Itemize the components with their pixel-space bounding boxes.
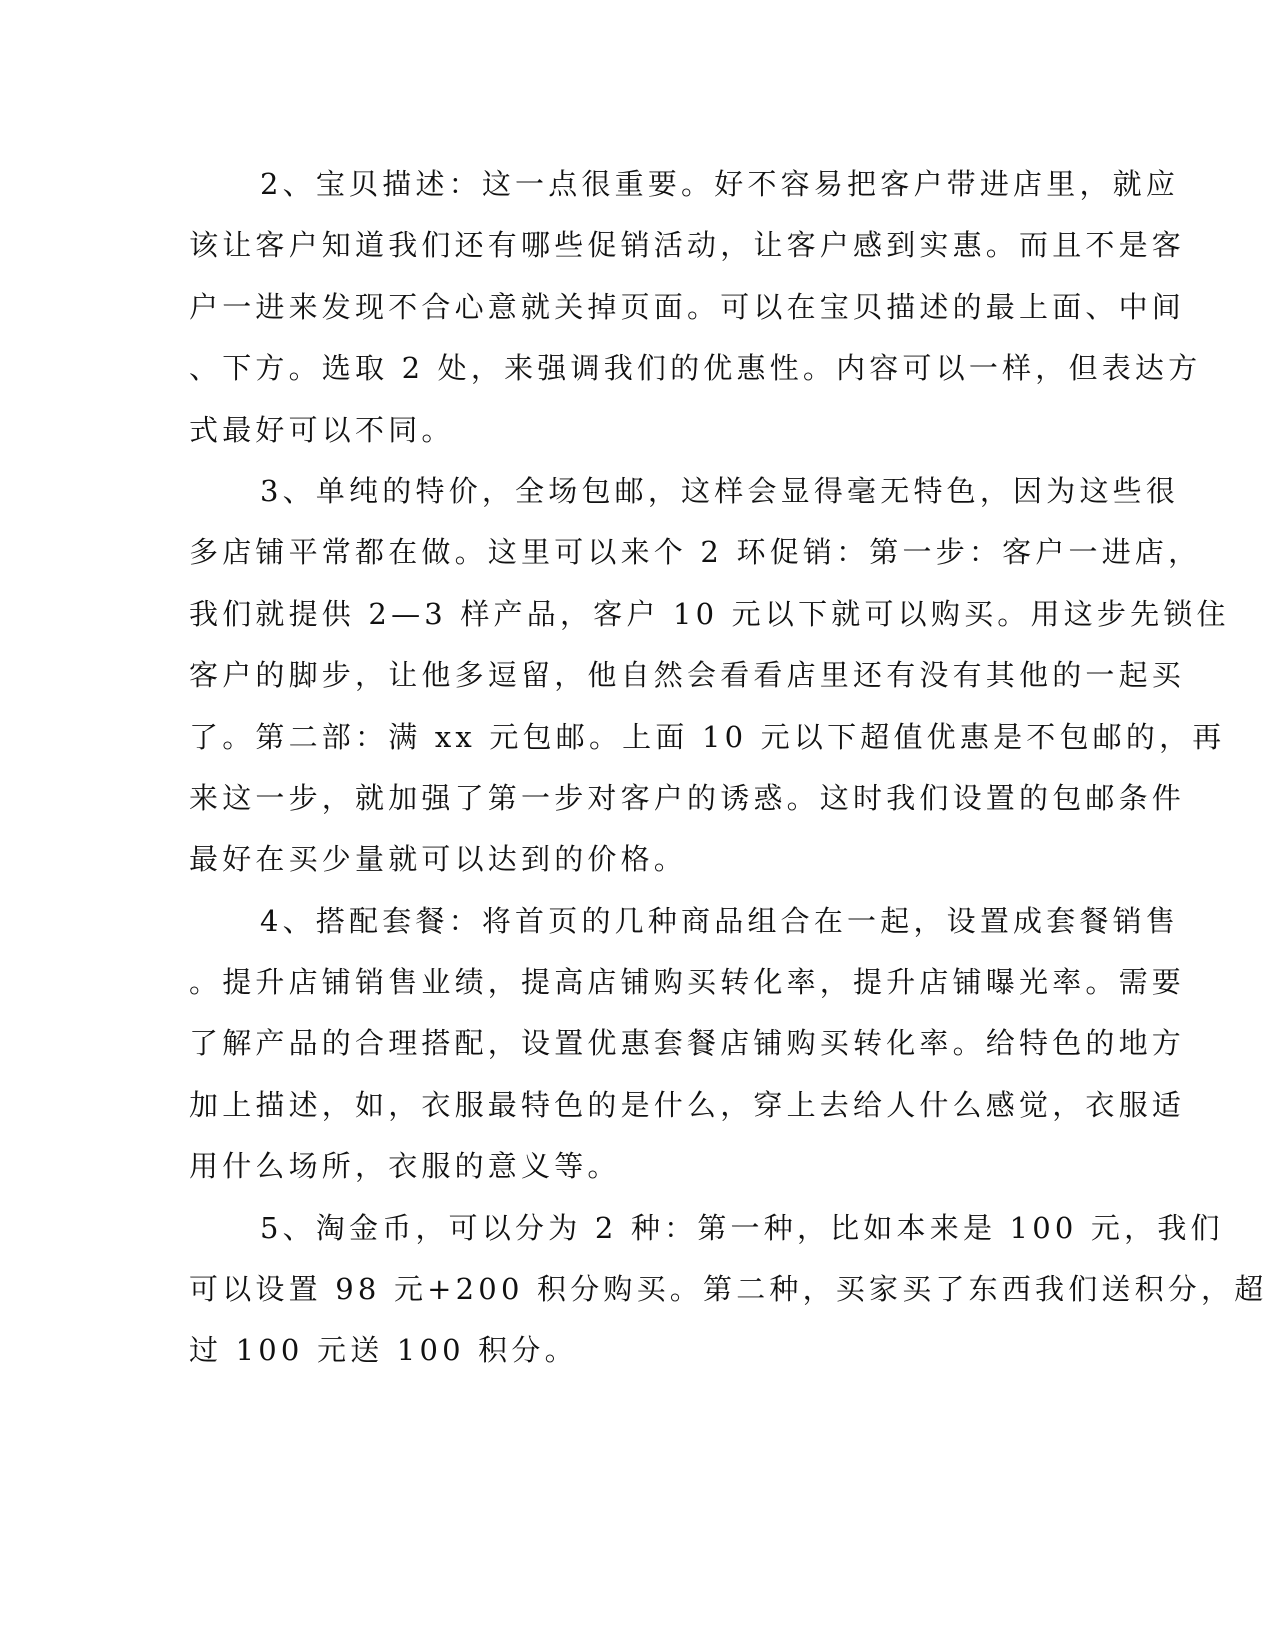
paragraph-special-price [189, 461, 1230, 891]
text-line: 可以设置 98 元+200 积分购买。第二种，买家买了东西我们送积分，超 [189, 1272, 1268, 1307]
text-line: 客户的脚步，让他多逗留，他自然会看看店里还有没有其他的一起买 [189, 658, 1186, 693]
text-line: 了解产品的合理搭配，设置优惠套餐店铺购买转化率。给特色的地方 [189, 1026, 1186, 1061]
text-line: 3、单纯的特价，全场包邮，这样会显得毫无特色，因为这些很 [260, 473, 1180, 508]
text-line: 我们就提供 2—3 样产品，客户 10 元以下就可以购买。用这步先锁住 [189, 596, 1230, 631]
text-line: 该让客户知道我们还有哪些促销活动，让客户感到实惠。而且不是客 [189, 228, 1186, 263]
text-line: 过 100 元送 100 积分。 [189, 1333, 578, 1368]
paragraph-bundle-package [189, 891, 1186, 1198]
text-line: 最好在买少量就可以达到的价格。 [189, 842, 688, 877]
text-line: 式最好可以不同。 [189, 412, 455, 447]
text-line: 、下方。选取 2 处，来强调我们的优惠性。内容可以一样，但表达方 [189, 351, 1202, 386]
text-line: 户一进来发现不合心意就关掉页面。可以在宝贝描述的最上面、中间 [189, 289, 1186, 324]
text-line: 。提升店铺销售业绩，提高店铺购买转化率，提升店铺曝光率。需要 [189, 965, 1186, 1000]
text-line: 了。第二部：满 xx 元包邮。上面 10 元以下超值优惠是不包邮的，再 [189, 719, 1226, 754]
paragraph-baobei-description [189, 154, 1202, 461]
text-line: 5、淘金币，可以分为 2 种：第一种，比如本来是 100 元，我们 [260, 1210, 1224, 1245]
text-line: 4、搭配套餐：将首页的几种商品组合在一起，设置成套餐销售 [260, 903, 1180, 938]
text-line: 来这一步，就加强了第一步对客户的诱惑。这时我们设置的包邮条件 [189, 780, 1186, 815]
paragraph-taojinbi [189, 1198, 1268, 1382]
text-line: 多店铺平常都在做。这里可以来个 2 环促销：第一步：客户一进店， [189, 535, 1202, 570]
text-line: 加上描述，如，衣服最特色的是什么，穿上去给人什么感觉，衣服适 [189, 1087, 1186, 1122]
document-body [189, 154, 1268, 1382]
text-line: 用什么场所，衣服的意义等。 [189, 1149, 621, 1184]
text-line: 2、宝贝描述：这一点很重要。好不容易把客户带进店里，就应 [260, 167, 1180, 201]
